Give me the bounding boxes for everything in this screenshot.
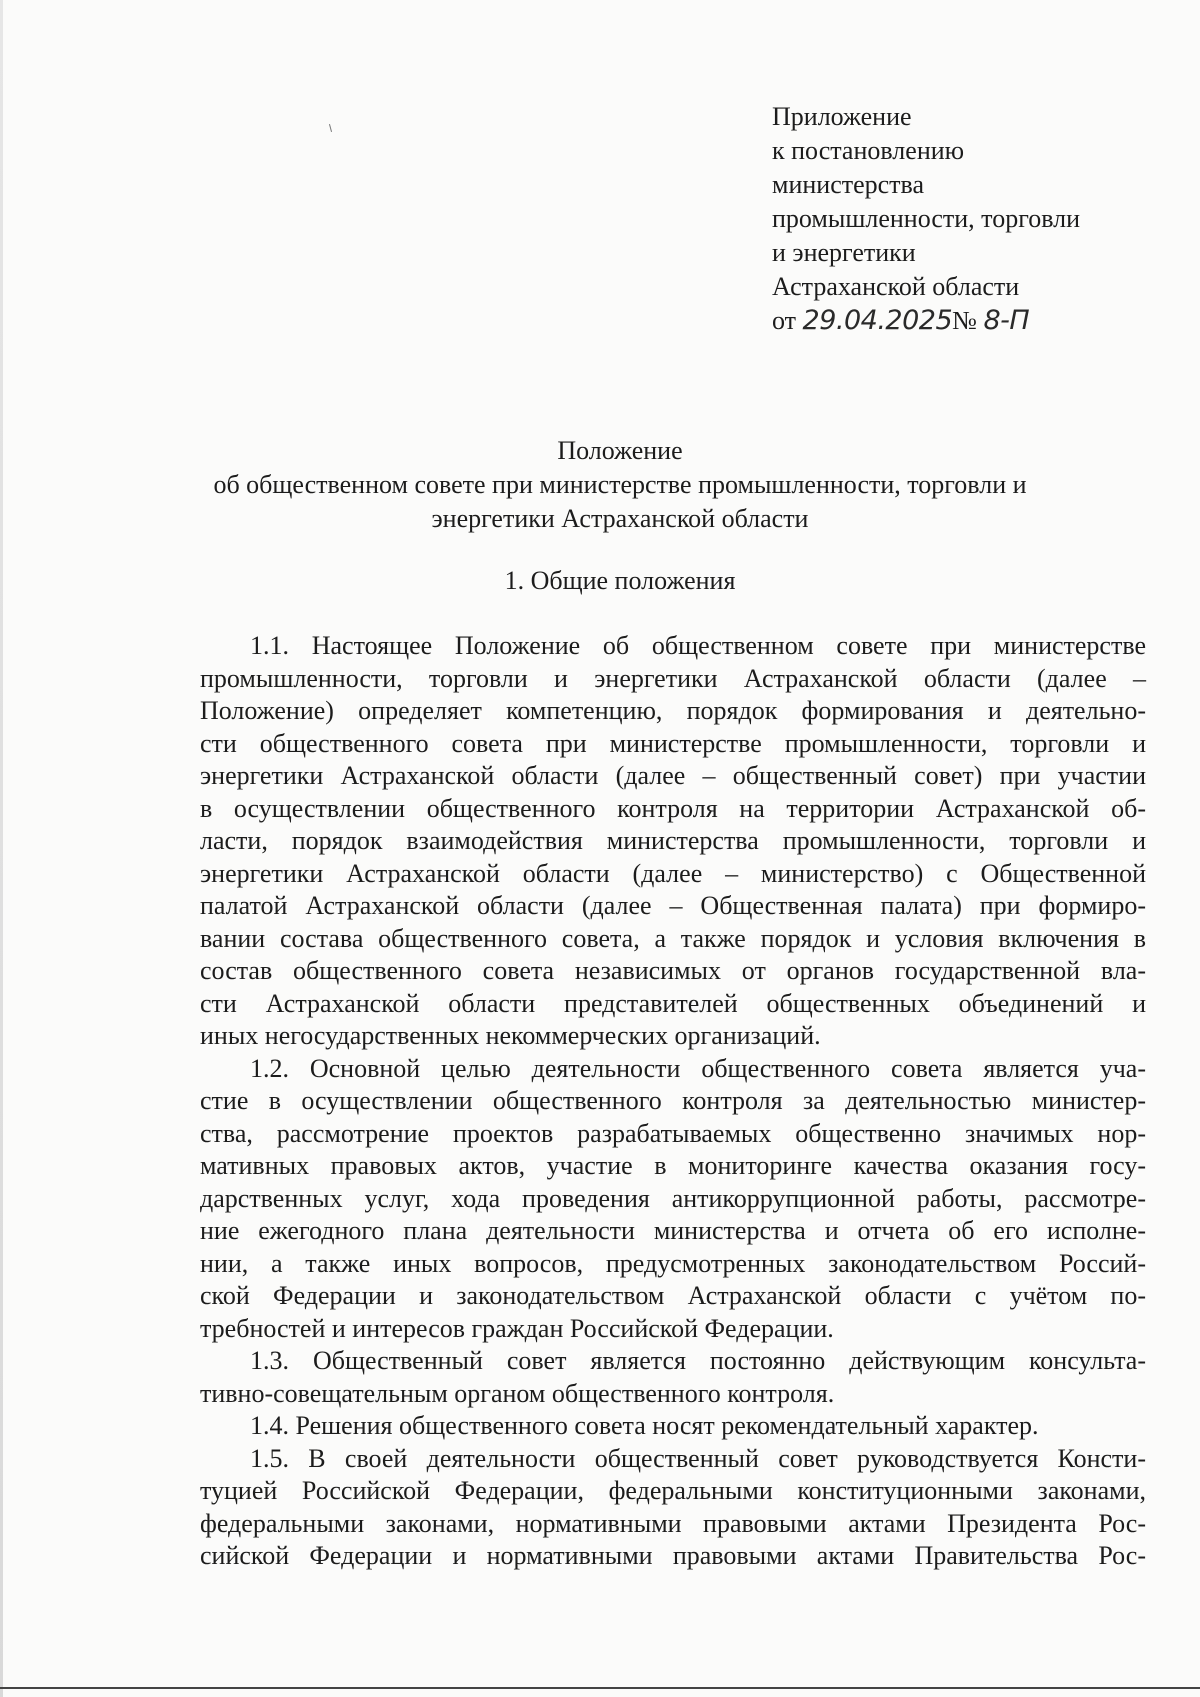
appendix-date-line — [772, 304, 1152, 338]
paragraph-first-line: 1.5. В своей деятельности общественный совет руководствуется Консти- — [250, 1443, 1146, 1473]
paragraph-line: ской Федерации и законодательством Астраханской области с учётом по- — [200, 1281, 1146, 1310]
paragraph-line: энергетики Астраханской области (далее – общественный совет) при участии — [200, 761, 1146, 790]
paragraph-line: тивно-совещательным органом общественного контроля. — [200, 1378, 835, 1408]
paragraph-line: федеральными законами, нормативными правовыми актами Президента Рос- — [200, 1508, 1146, 1538]
title-line: об общественном совете при министерстве промышленности, торговли и — [213, 470, 1027, 499]
appendix-line: промышленности, торговли — [772, 204, 1081, 233]
handwritten-number: 8-П — [983, 305, 1030, 336]
paragraph-line: ства, рассмотрение проектов разрабатываемых общественно значимых нор- — [200, 1118, 1146, 1148]
title-line: Положение — [557, 436, 683, 465]
paragraph-line: Положение) определяет компетенцию, порядок формирования и деятельно- — [200, 696, 1146, 725]
paragraph-line: промышленности, торговли и энергетики Астраханской области (далее – — [200, 663, 1146, 693]
paragraph-first-line: 1.2. Основной целью деятельности общественного совета является уча- — [250, 1053, 1146, 1083]
date-prefix: от — [772, 306, 803, 335]
paragraph-line: состав общественного совета независимых от органов государственной вла- — [200, 956, 1146, 985]
paragraph-first-line: 1.4. Решения общественного совета носят рекомендательный характер. — [250, 1411, 1039, 1440]
paragraph-line: иных негосударственных некоммерческих организаций. — [200, 1021, 821, 1050]
page-bottom-rule — [0, 1687, 1200, 1689]
document-title — [120, 434, 1120, 536]
paragraph-line: мативных правовых актов, участие в мониторинге качества оказания госу- — [200, 1151, 1146, 1180]
paragraph-line: дарственных услуг, хода проведения антикоррупционной работы, рассмотре- — [200, 1183, 1146, 1213]
appendix-line: Приложение — [772, 102, 912, 131]
appendix-block — [772, 100, 1152, 338]
paragraph-first-line: 1.1. Настоящее Положение об общественном совете при министерстве — [250, 631, 1146, 660]
paragraph-line: вании состава общественного совета, а также порядок и условия включения в — [200, 923, 1146, 953]
appendix-line: министерства — [772, 170, 925, 199]
paragraph-line: туцией Российской Федерации, федеральными конституционными законами, — [200, 1476, 1146, 1505]
scan-speck — [329, 124, 332, 132]
paragraph-line: требностей и интересов граждан Российской Федерации. — [200, 1313, 834, 1343]
paragraph-line: в осуществлении общественного контроля на территории Астраханской об- — [200, 793, 1146, 823]
paragraph-line: энергетики Астраханской области (далее – министерство) с Общественной — [200, 858, 1146, 888]
appendix-line: и энергетики — [772, 238, 916, 267]
appendix-line: Астраханской области — [772, 272, 1020, 301]
paragraph-line: ние ежегодного плана деятельности министерства и отчета об его исполне- — [200, 1216, 1146, 1245]
paragraph-line: сти Астраханской области представителей общественных объединений и — [200, 988, 1146, 1018]
paragraph-line: нии, а также иных вопросов, предусмотренных законодательством Россий- — [200, 1248, 1146, 1278]
document-body — [200, 630, 1146, 1573]
number-label: № — [952, 306, 984, 335]
section-heading: 1. Общие положения — [504, 566, 736, 595]
paragraph-first-line: 1.3. Общественный совет является постоянно действующим консульта- — [250, 1346, 1146, 1375]
paragraph-line: сийской Федерации и нормативными правовыми актами Правительства Рос- — [200, 1541, 1146, 1570]
scan-left-edge — [0, 0, 3, 1697]
paragraph-line: ласти, порядок взаимодействия министерства промышленности, торговли и — [200, 826, 1146, 855]
handwritten-date: 29.04.2025 — [802, 305, 953, 336]
paragraph-line: сти общественного совета при министерстве промышленности, торговли и — [200, 728, 1146, 758]
paragraph-line: палатой Астраханской области (далее – Общественная палата) при формиро- — [200, 891, 1146, 920]
paragraph-line: стие в осуществлении общественного контроля за деятельностью министер- — [200, 1086, 1146, 1115]
title-line: энергетики Астраханской области — [431, 504, 809, 533]
appendix-line: к постановлению — [772, 136, 965, 165]
